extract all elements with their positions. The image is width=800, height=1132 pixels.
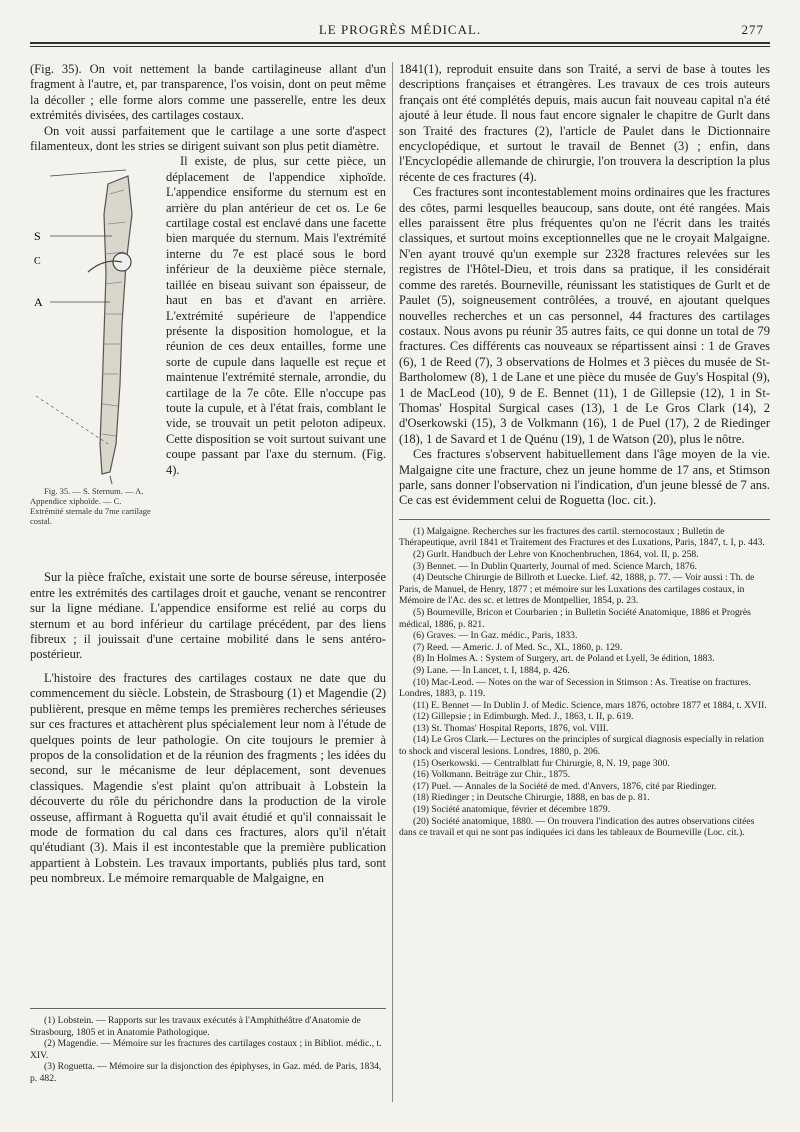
footnote: (11) E. Bennet — In Dublin J. of Medic. Science, mars 1876, octobre 1877 et 1884, t. XVII.: [413, 699, 767, 711]
running-header: [30, 20, 770, 40]
column-divider: [392, 62, 393, 1102]
footnote: (1) Malgaigne. Recherches sur les fractures des cartil. sternocostaux ; Bulletin de Thérapeutique, avril 1841 et Traitement des Fractures et des Luxations, Paris, 1847, t. I, p. 443.: [399, 525, 765, 549]
paragraph: 1841(1), reproduit ensuite dans son Traité, a servi de base à toutes les descriptions françaises et étrangères. Les travaux de ces trois auteurs français ont été complétés depuis, mais aucun fait nouveau capital n'a été ajouté à leur étude. Il nous faut encore signaler le chapitre de Gurlt dans son Traité des fractures (2), l'article de Paulet dans le Dictionnaire encyclopédique, et surtout le travail de Bennet (3) ; enfin, dans l'Encyclopédie allemande de chirurgie, l'on trouvera la description la plus récente de ces fractures (4).: [399, 62, 770, 184]
figure-caption: Fig. 35. — S. Sternum. — A. Appendice xiphoïde. — C. Extrémité sternale du 7me cartilage costal.: [30, 486, 151, 527]
paragraph: Sur la pièce fraîche, existait une sorte de bourse séreuse, interposée entre les extrémités des cartilages droit et gauche, venant se rencontrer sur la ligne médiane. L'appendice ensiforme est relié au corps du sternum et au bord inférieur du cartilage précédent, par des liens fibreux ; il jouissait d'une certaine mobilité dans le sens antéro-postérieur.: [30, 570, 386, 662]
paragraph: Ces fractures sont incontestablement moins ordinaires que les fractures des côtes, parmi lesquelles beaucoup, sans doute, ont été rangées. Mais elles paraissent être plus fréquentes qu'on ne l'écrit dans les traités classiques, et surtout moins exceptionnelles que ne le croyait Malgaigne. N'en ayant trouvé qu'un exemple sur 2328 fractures relevées sur les registres de l'Hôtel-Dieu, et trois dans sa pratique, il les considérait comme des raretés. Bourneville, réunissant les statistiques de Gurlt et de Paulet (5), soigneusement contrôlées, a trouvé, en ajoutant quelques nouvelles recherches et un cas personnel, 44 fractures des cartilages costaux. Nous avons pu réunir 35 autres faits, ce qui donne un total de 79 fractures. Ces différents cas nouveaux se répartissent ainsi : 1 de Graves (6), 1 de Reed (7), 3 observations de Holmes et 3 pièces du musée de St-Bartholomew (8), 1 de Lane et une pièce du musée de Guy's Hospital (9), 1 de MacLeod (10), 9 de E. Bennet (11), 1 de Gillepsie (12), 1 in St-Thomas' Hospital Surgical cases (13), 1 de Le Gros Clark (14), 2 d'Oserkowski (15), 3 de Volkmann (16), 1 de Puel (17), 2 de Riedinger (18), 1 de Savard et 1 de Quénu (19), 1 de Watson (20), plus le nôtre.: [399, 185, 770, 446]
journal-title: LE PROGRÈS MÉDICAL.: [318, 22, 482, 37]
footnote: (1) Lobstein. — Rapports sur les travaux exécutés à l'Amphithéâtre d'Anatomie de Strasbourg, 1805 et in Anatomie Pathologique.: [30, 1015, 361, 1038]
footnote: (18) Riedinger ; in Deutsche Chirurgie, 1888, en bas de p. 81.: [413, 792, 650, 804]
right-footnotes: [399, 519, 770, 839]
label-s: S: [34, 229, 41, 244]
footnote: (4) Deutsche Chirurgie de Billroth et Luecke. Lief. 42, 1888, p. 77. — Voir aussi : Th. de Paris, de Manuel, de Henry, 1877 ; et mémoire sur les Luxations des cartilages costaux, in Mémoire de l'Ac. des sc. et lettres de Montpellier, 1854, p. 23.: [399, 572, 755, 607]
label-c: C: [34, 256, 41, 268]
paragraph-with-figure: [30, 154, 386, 527]
footnote: (2) Gurlt. Handbuch der Lehre von Knochenbruchen, 1864, vol. II, p. 258.: [413, 548, 699, 560]
footnote: (13) St. Thomas' Hospital Reports, 1876, vol. VIII.: [413, 722, 609, 734]
footnote: (10) Mac-Leod. — Notes on the war of Secession in Stimson : As. Treatise on fractures. Londres, 1883, p. 119.: [399, 676, 751, 700]
footnote: (6) Graves. — In Gaz. médic., Paris, 1833.: [413, 630, 578, 642]
figure-35: [30, 154, 158, 570]
header-rule: [30, 42, 770, 44]
paragraph: (Fig. 35). On voit nettement la bande cartilagineuse allant d'un fragment à l'autre, et, par transparence, l'os voisin, dont on peut même la décoller ; elle forme alors comme une passerelle, entre les deux extrémités divisées, des cartilages costaux.: [30, 62, 386, 123]
paragraph: Il existe, de plus, sur cette pièce, un déplacement de l'appendice xiphoïde. L'appendice ensiforme du sternum est en arrière du plan antérieur de cet os. Le 6e cartilage costal est enclavé dans une facette bien marquée du sternum. Mais l'extrémité interne du 7e est placé sous le bord inférieur de la deuxième pièce sternale, taillée en biseau suivant son épaisseur, de haut en bas et d'avant en arrière. L'extrémité supérieure de l'appendice présente la disposition homologue, et la réunion de ces deux entailles, forme une sorte de cupule dans laquelle est reçue et maintenue l'extrémité sternale, arrondie, du cartilage de la 7e côte. Elle n'occupe pas toute la cupule, et à l'état frais, comblant le vide, se trouvait un petit peloton adipeux. Cette disposition se voit surtout suivant une coupe passant par l'axe du sternum. (Fig. 4).: [166, 154, 386, 477]
footnote: (2) Magendie. — Mémoire sur les fractures des cartilages costaux ; in Bibliot. médic., t. XIV.: [30, 1038, 382, 1061]
page-number: 277: [741, 22, 764, 37]
label-a: A: [34, 295, 43, 310]
footnote: (5) Bourneville, Bricon et Courbarien ; in Bulletin Société Anatomique, 1886 et Progrès médical, 1886, p. 821.: [399, 606, 751, 630]
left-footnotes: [30, 1008, 386, 1085]
paragraph: Ces fractures s'observent habituellement dans l'âge moyen de la vie. Malgaigne cite une fracture, chez un jeune homme de 17 ans, et Stimson parle, sans donner l'observation ni l'indication, d'un jeune blessé de 7 ans. Ce cas est évidemment celui de Roguetta (loc. cit.).: [399, 447, 770, 508]
footnote: (9) Lane. — In Lancet, t. I, 1884, p. 426.: [413, 664, 570, 676]
left-column: [30, 62, 386, 887]
footnote: (3) Roguetta. — Mémoire sur la disjonction des épiphyses, in Gaz. méd. de Paris, 1834, p. 482.: [30, 1061, 382, 1084]
footnote: (19) Société anatomique, février et décembre 1879.: [413, 804, 611, 816]
footnote: (16) Volkmann. Beiträge zur Chir., 1875.: [413, 769, 571, 781]
footnote: (8) In Holmes A. : System of Surgery, art. de Poland et Lyell, 3e édition, 1883.: [413, 653, 715, 665]
sternum-illustration: [30, 154, 158, 484]
footnote: (20) Société anatomique, 1880. — On trouvera l'indication des autres observations citées dans ce travail et qui ne sont pas indiquées ici dans les tableaux de Bourneville (Loc. cit.).: [399, 815, 755, 839]
paragraph: L'histoire des fractures des cartilages costaux ne date que du commencement du siècle. Lobstein, de Strasbourg (1) et Magendie (2) publièrent, presque en même temps les premières recherches sérieuses sur ces fractures et attachèrent plus spécialement leur nom à l'étude de quelques points de leur pathologie. On cite toujours le premier à propos de la consolidation et de la réunion des fragments ; les idées du second, sur le mécanisme de leur déplacement, sont devenues classiques. Magendie s'est plaint qu'on attribuait à Lobstein la découverte du rôle du périchondre dans la production de la virole osseuse, affirmant à Roguetta qu'il avait étudié et qu'il connaissait le mode de formation du cal dans ces fractures, alors qu'il n'était qu'étudiant (3). Mais il est incontestable que la première publication appartient à Lobstein. Les travaux importants, publiés plus tard, sont peu nombreux. Le mémoire remarquable de Malgaigne, en: [30, 670, 386, 886]
footnote: (12) Gillepsie ; in Edimburgh. Med. J., 1863, t. II, p. 619.: [413, 711, 634, 723]
footnote: (3) Bennet. — In Dublin Quarterly, Journal of med. Science March, 1876.: [413, 560, 697, 572]
footnote: (15) Oserkowski. — Centralblatt fur Chirurgie, 8, N. 19, page 300.: [413, 757, 670, 769]
header-rule-thin: [30, 46, 770, 47]
footnote: (17) Puel. — Annales de la Société de med. d'Anvers, 1876, cité par Riedinger.: [413, 780, 717, 792]
right-column: [399, 62, 770, 839]
footnote: (14) Le Gros Clark.— Lectures on the principles of surgical diagnosis especially in relation to shock and visceral lesions. Londres, 1880, p. 206.: [399, 734, 764, 758]
paragraph: On voit aussi parfaitement que le cartilage a une sorte d'aspect filamenteux, dont les stries se dirigent suivant son plus petit diamètre.: [30, 123, 386, 154]
footnote: (7) Reed. — Americ. J. of Med. Sc., XL, 1860, p. 129.: [413, 641, 623, 653]
